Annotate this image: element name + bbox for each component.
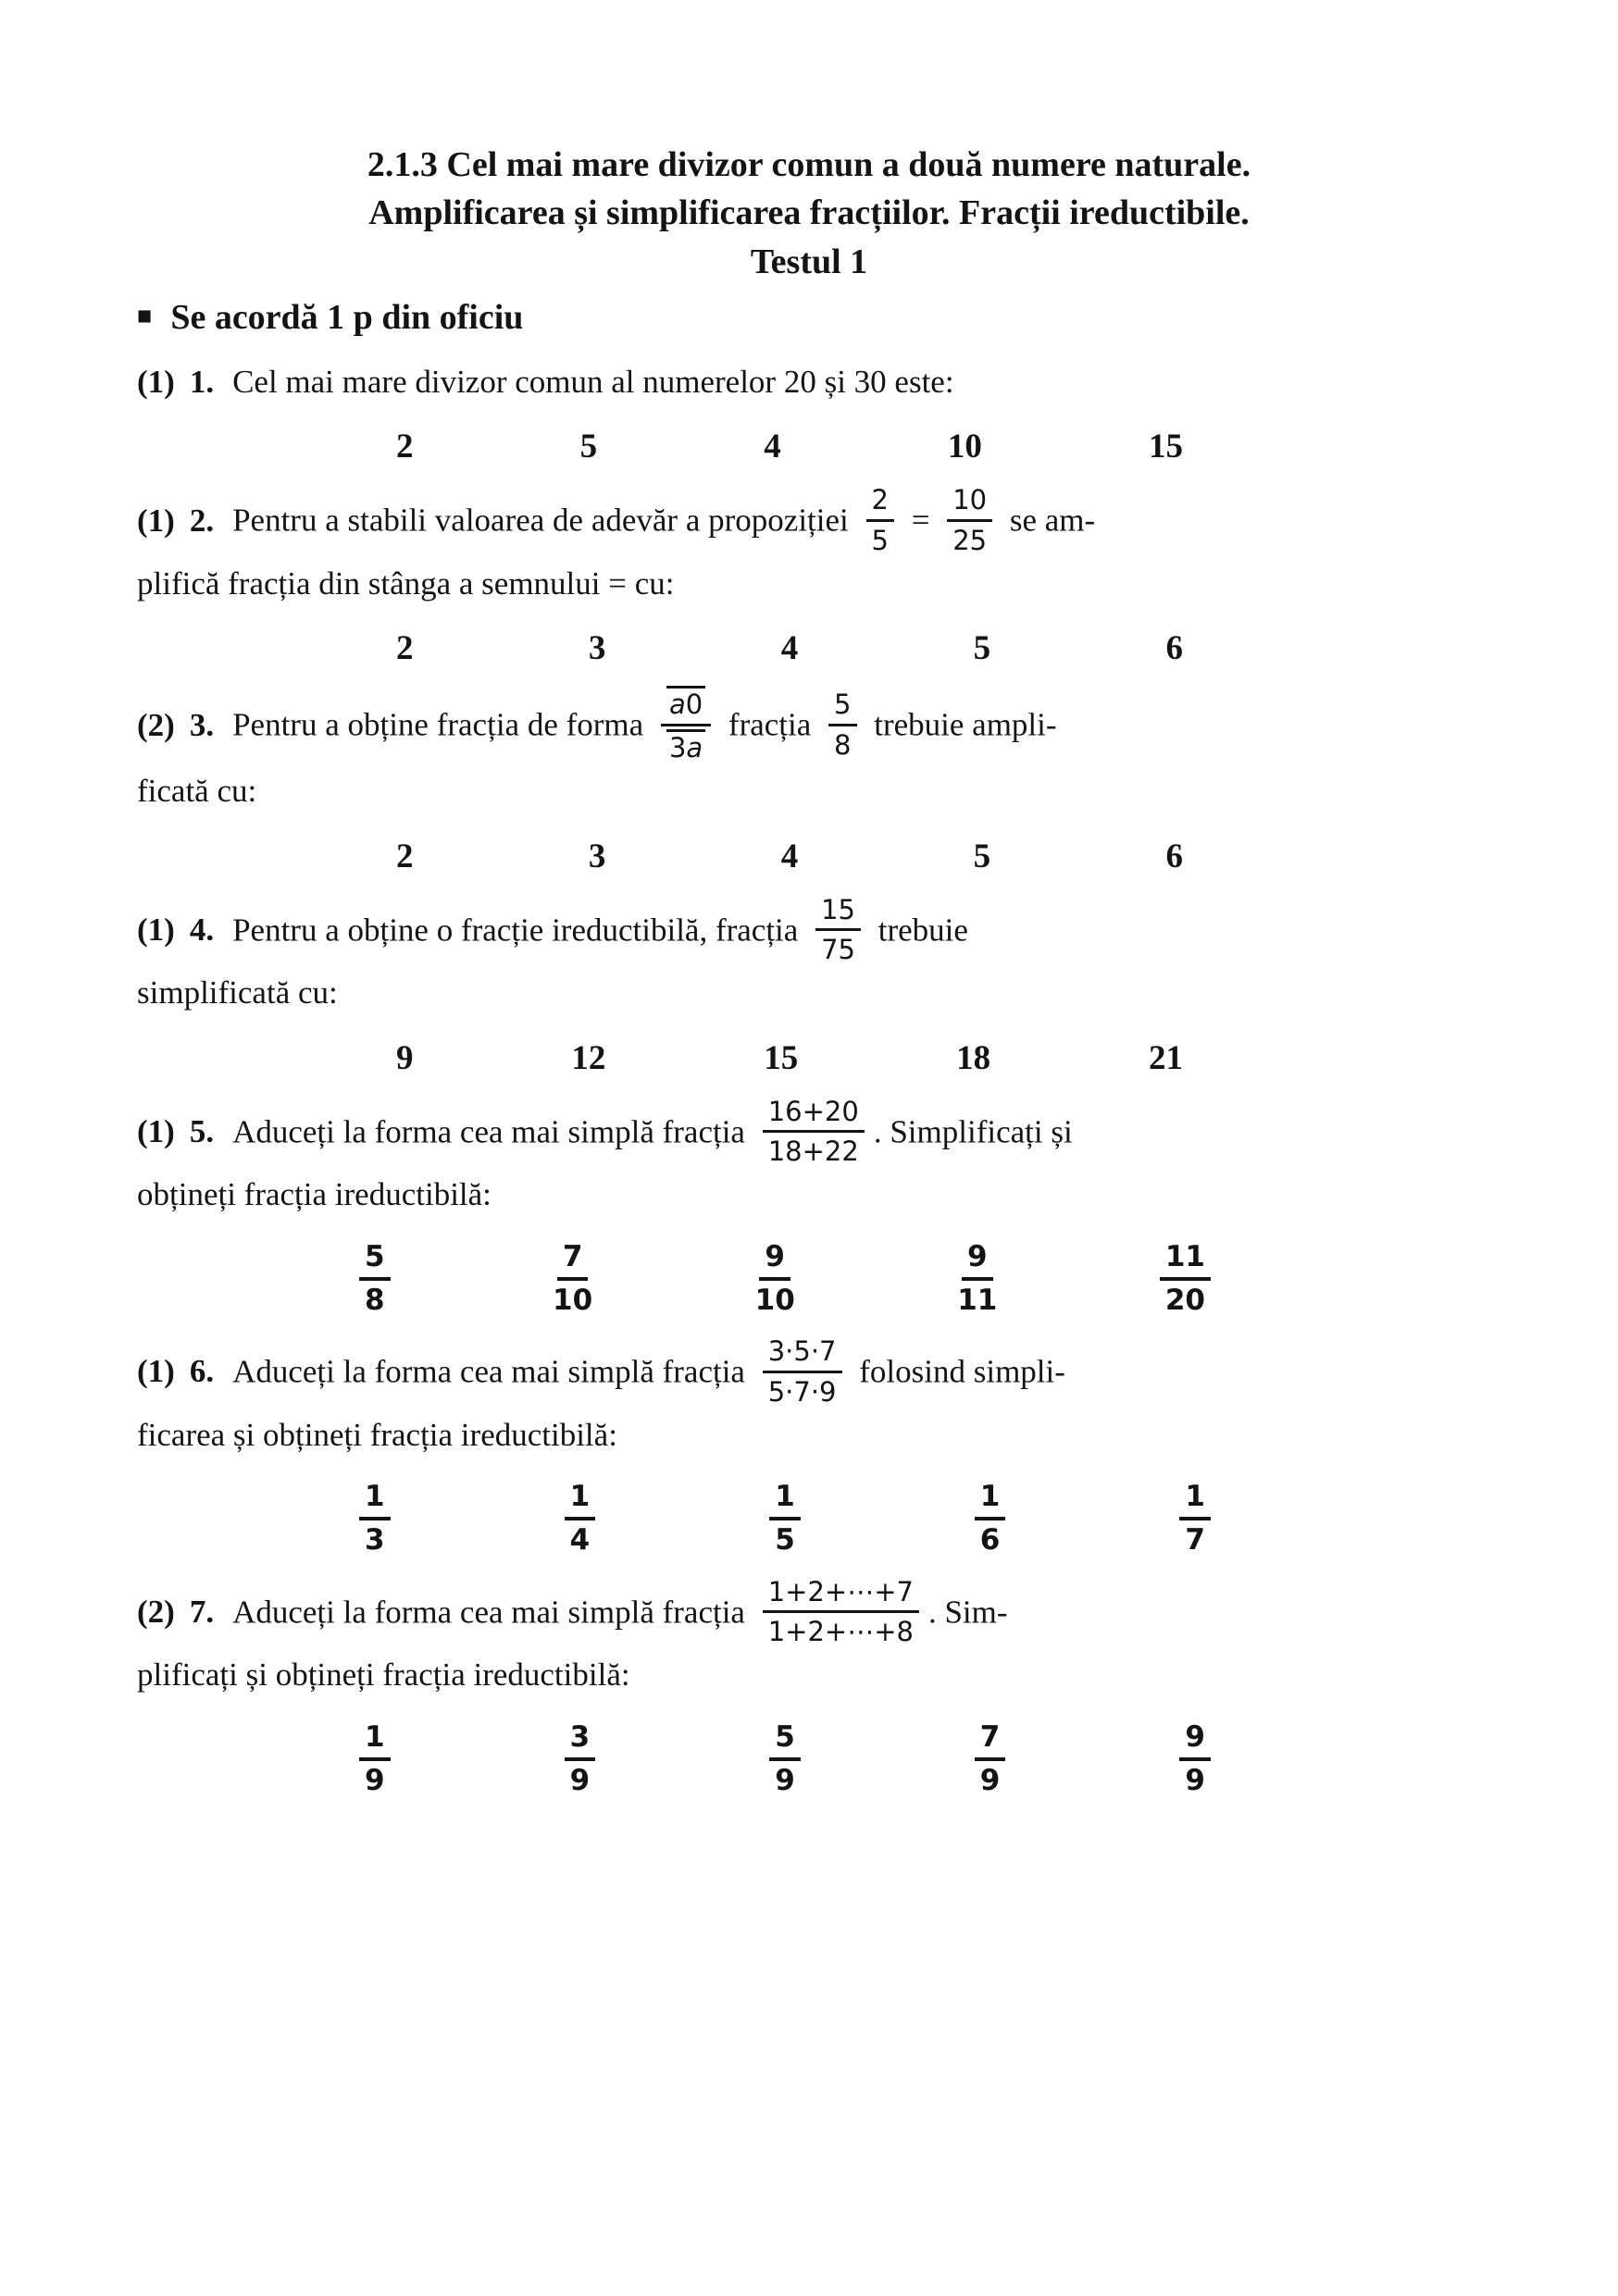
question-text: plifică fracția din stânga a semnului = cu: xyxy=(137,565,675,602)
answer-option: 2 xyxy=(396,837,414,875)
answer-option: 4 xyxy=(780,629,799,668)
fraction-numerator: 1 xyxy=(359,1720,391,1761)
fraction-denominator: 75 xyxy=(821,934,855,966)
fraction-numerator: 3 xyxy=(565,1720,596,1761)
question-points: (1) xyxy=(137,1112,175,1149)
fraction-denominator: 9 xyxy=(1185,1763,1205,1797)
fraction-numerator: 15 xyxy=(815,894,861,932)
question-number: 4. xyxy=(189,911,215,948)
answer-option: 2 xyxy=(396,629,414,668)
question-6 xyxy=(137,1335,1481,1558)
question-text: Pentru a obține fracția de forma xyxy=(232,706,644,743)
math-var: a xyxy=(668,689,686,721)
answer-option-fraction xyxy=(565,1480,596,1558)
question-text-block xyxy=(137,689,1481,815)
question-number: 3. xyxy=(189,706,215,743)
question-text-block xyxy=(137,484,1481,608)
answer-option-fraction xyxy=(565,1720,596,1798)
fraction-denominator: 18+22 xyxy=(767,1136,859,1168)
fraction-denominator: 6 xyxy=(979,1523,1001,1558)
fraction xyxy=(815,894,861,967)
answer-option: 6 xyxy=(1165,629,1183,668)
square-bullet-icon: ■ xyxy=(137,301,153,329)
answer-option: 4 xyxy=(764,428,781,466)
question-5 xyxy=(137,1095,1481,1318)
fraction-numerator: 9 xyxy=(962,1240,993,1281)
fraction-numerator: 1 xyxy=(1179,1480,1211,1520)
question-1 xyxy=(137,358,1481,467)
question-text: Pentru a stabili valoarea de adevăr a propoziției xyxy=(232,502,849,539)
fraction-numerator: 1 xyxy=(565,1480,596,1520)
answer-option-fraction xyxy=(957,1240,997,1318)
title-line-2: Amplificarea și simplificarea fracțiilor. Fracții ireductibile. xyxy=(368,193,1250,233)
fraction-overline-a0-3a xyxy=(661,686,711,764)
question-number: 1. xyxy=(189,363,215,400)
answer-option-fraction xyxy=(359,1720,391,1798)
fraction-numerator: 3·5·7 xyxy=(763,1335,842,1373)
question-points: (1) xyxy=(137,502,175,539)
question-points: (2) xyxy=(137,706,175,743)
answer-option: 4 xyxy=(780,837,799,875)
fraction-denominator: 5 xyxy=(775,1523,795,1558)
fraction-denominator: 7 xyxy=(1185,1523,1205,1558)
question-text: . Simplificați și xyxy=(873,1112,1073,1149)
question-text-block xyxy=(137,1575,1481,1700)
fraction-denominator: 10 xyxy=(553,1283,593,1317)
note-text: Se acordă 1 p din oficiu xyxy=(170,297,524,337)
question-3 xyxy=(137,689,1481,875)
question-text-block xyxy=(137,358,1481,407)
question-text: Aduceți la forma cea mai simplă fracția xyxy=(232,1593,745,1630)
answer-option: 12 xyxy=(571,1038,606,1077)
fraction-numerator: 1 xyxy=(769,1480,801,1520)
fraction-denominator: 4 xyxy=(569,1523,591,1558)
answer-option-fraction xyxy=(975,1720,1006,1798)
question-text: Aduceți la forma cea mai simplă fracția xyxy=(232,1112,745,1149)
fraction-denominator: 25 xyxy=(952,525,988,557)
answer-options-row xyxy=(359,1240,1211,1318)
fraction-numerator: 5 xyxy=(769,1720,801,1761)
answer-option: 5 xyxy=(579,428,598,466)
question-text: plificați și obțineți fracția ireductibilă: xyxy=(137,1657,630,1694)
question-points: (1) xyxy=(137,363,175,400)
fraction xyxy=(763,1576,919,1649)
answer-option-fraction xyxy=(769,1480,801,1558)
fraction-denominator: 10 xyxy=(754,1283,795,1317)
question-points: (1) xyxy=(137,911,175,948)
fraction-numerator: 5 xyxy=(359,1240,391,1281)
question-text-block xyxy=(137,893,1481,1018)
fraction xyxy=(866,484,894,557)
fraction xyxy=(947,484,992,557)
answer-option: 10 xyxy=(947,428,982,466)
fraction-denominator: 5 xyxy=(871,525,889,557)
answer-option: 15 xyxy=(764,1038,799,1077)
question-text: trebuie ampli- xyxy=(874,706,1057,743)
answer-option: 6 xyxy=(1165,837,1183,875)
math-digit: 0 xyxy=(685,689,703,721)
question-text: Cel mai mare divizor comun al numerelor 20 și 30 este: xyxy=(232,363,954,400)
fraction-numerator: 11 xyxy=(1160,1240,1211,1281)
math-var: a xyxy=(686,732,703,764)
fraction-numerator xyxy=(661,686,711,726)
question-text: se am- xyxy=(1009,502,1096,539)
fraction-numerator: 1+2+⋯+7 xyxy=(763,1576,919,1614)
fraction-numerator: 16+20 xyxy=(763,1096,865,1134)
fraction xyxy=(763,1096,865,1169)
answer-option: 3 xyxy=(588,837,606,875)
question-text: simplificată cu: xyxy=(137,974,338,1011)
question-text: Pentru a obține o fracție ireductibilă, fracția xyxy=(232,911,799,948)
question-text: fracția xyxy=(728,706,812,743)
fraction-numerator: 1 xyxy=(975,1480,1006,1520)
question-text-block xyxy=(137,1335,1481,1459)
answer-options-row xyxy=(396,837,1183,876)
fraction-numerator: 9 xyxy=(1179,1720,1211,1761)
question-text: obțineți fracția ireductibilă: xyxy=(137,1176,492,1213)
answer-options-row xyxy=(359,1720,1211,1798)
question-text: ficată cu: xyxy=(137,773,257,810)
answer-option: 15 xyxy=(1149,428,1183,466)
question-number: 5. xyxy=(189,1112,215,1149)
question-text: Aduceți la forma cea mai simplă fracția xyxy=(232,1353,745,1390)
header xyxy=(137,141,1481,338)
question-2 xyxy=(137,484,1481,668)
answer-option: 2 xyxy=(396,428,414,466)
test-label: Testul 1 xyxy=(750,242,868,281)
answer-option-fraction xyxy=(769,1720,801,1798)
fraction-numerator: 1 xyxy=(359,1480,391,1520)
fraction-denominator: 9 xyxy=(569,1763,591,1797)
answer-option-fraction xyxy=(359,1240,391,1318)
question-text-block xyxy=(137,1095,1481,1220)
answer-option: 5 xyxy=(973,837,991,875)
answer-options-row xyxy=(396,427,1183,466)
fraction-numerator: 7 xyxy=(557,1240,589,1281)
answer-option-fraction xyxy=(553,1240,592,1318)
question-7 xyxy=(137,1575,1481,1798)
answer-option: 3 xyxy=(588,629,606,668)
fraction xyxy=(763,1335,842,1409)
question-number: 6. xyxy=(189,1353,215,1390)
answer-option: 5 xyxy=(973,629,991,668)
fraction-numerator: 10 xyxy=(947,484,992,522)
answer-option-fraction xyxy=(1179,1480,1211,1558)
title-line-1: 2.1.3 Cel mai mare divizor comun a două numere naturale. xyxy=(367,145,1251,184)
overline-group xyxy=(666,686,705,720)
fraction-numerator: 2 xyxy=(866,484,894,522)
fraction-numerator: 9 xyxy=(759,1240,790,1281)
fraction-denominator: 8 xyxy=(834,729,852,762)
question-number: 7. xyxy=(189,1593,215,1630)
fraction-denominator: 5·7·9 xyxy=(767,1375,837,1408)
fraction-denominator: 20 xyxy=(1164,1283,1205,1317)
answer-options-row xyxy=(396,1038,1183,1078)
question-4 xyxy=(137,893,1481,1078)
answer-option-fraction xyxy=(359,1480,391,1558)
answer-options-row xyxy=(359,1480,1211,1558)
fraction-denominator xyxy=(666,726,705,764)
question-text: trebuie xyxy=(877,911,968,948)
answer-option-fraction xyxy=(975,1480,1006,1558)
question-text: ficarea și obțineți fracția ireductibilă: xyxy=(137,1416,617,1453)
answer-options-row xyxy=(396,628,1183,668)
question-points: (1) xyxy=(137,1353,175,1390)
fraction-denominator: 9 xyxy=(775,1763,795,1797)
fraction-denominator: 1+2+⋯+8 xyxy=(767,1616,914,1648)
fraction xyxy=(828,689,856,762)
fraction-denominator: 9 xyxy=(365,1763,385,1797)
answer-option-fraction xyxy=(1179,1720,1211,1798)
overline-group xyxy=(666,729,705,763)
fraction-denominator: 8 xyxy=(365,1283,385,1317)
answer-option: 18 xyxy=(956,1038,991,1077)
answer-option: 21 xyxy=(1149,1038,1183,1077)
fraction-denominator: 3 xyxy=(365,1523,385,1558)
question-points: (2) xyxy=(137,1593,175,1630)
fraction-numerator: 5 xyxy=(828,689,856,726)
question-text: . Sim- xyxy=(927,1593,1008,1630)
office-point-note xyxy=(137,297,1481,338)
answer-option-fraction xyxy=(1160,1240,1211,1318)
question-number: 2. xyxy=(189,502,215,539)
equals-sign: = xyxy=(911,502,930,539)
fraction-denominator: 9 xyxy=(979,1763,1001,1797)
answer-option: 9 xyxy=(396,1038,414,1077)
fraction-numerator: 7 xyxy=(975,1720,1006,1761)
answer-option-fraction xyxy=(755,1240,795,1318)
fraction-denominator: 11 xyxy=(957,1283,998,1317)
math-digit: 3 xyxy=(668,732,687,764)
question-text: folosind simpli- xyxy=(859,1353,1065,1390)
